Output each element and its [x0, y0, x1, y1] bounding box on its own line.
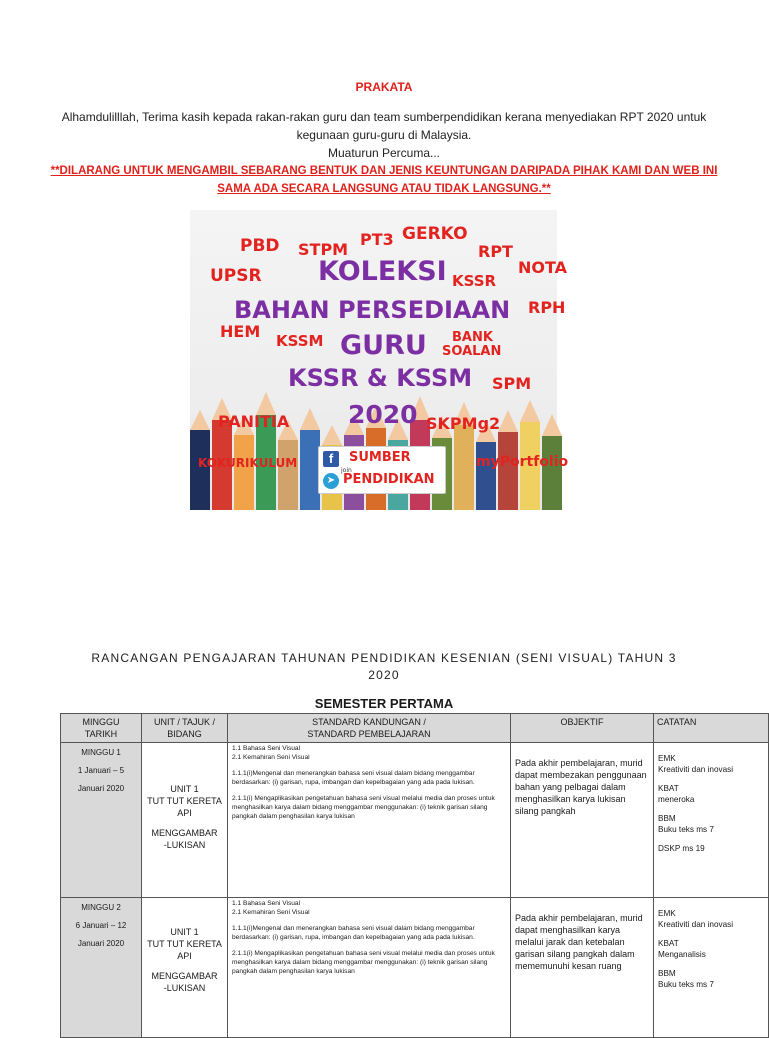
warning-line: **DILARANG UNTUK MENGAMBIL SEBARANG BENTUK DAN JENIS KEUNTUNGAN DARIPADA PIHAK KAMI DAN WEB INI: [50, 165, 718, 177]
bidang-line: MENGGAMBAR: [151, 971, 218, 981]
unit-label: UNIT 1: [170, 784, 199, 794]
cell-unit: [142, 743, 228, 898]
sp-text: 2.1.1(i) Mengaplikasikan pengetahuan bahasa seni visual melalui media dan proses untuk menghasilkan karya dalam bidang menggambar menggunakan: (i) teknik garisan silang pangkah dalam penghasilan karya lukisan: [232, 795, 495, 820]
bidang-line: MENGGAMBAR: [151, 828, 218, 838]
intro-line: Muaturun Percuma...: [327, 146, 441, 160]
banner-word-rph: RPH: [528, 298, 566, 317]
date-line: 1 Januari – 5: [77, 766, 125, 775]
col-header-minggu: [61, 714, 142, 743]
sk-line: 2.1 Kemahiran Seni Visual: [232, 908, 310, 916]
tajuk-line: API: [177, 951, 192, 961]
bidang-line: -LUKISAN: [163, 983, 206, 993]
sk-line: 1.1 Bahasa Seni Visual: [232, 900, 301, 907]
kbat-label: KBAT: [658, 939, 679, 948]
banner-word-stpm: STPM: [298, 240, 349, 259]
cell-minggu: [61, 743, 142, 898]
telegram-icon: ➤: [323, 473, 339, 489]
week-label: MINGGU 2: [81, 903, 121, 912]
banner-word-gerko: GERKO: [402, 224, 468, 244]
banner-word-2020: 2020: [348, 400, 418, 429]
cell-standard: [228, 743, 511, 898]
date-line: 6 Januari – 12: [75, 921, 127, 930]
sk-line: 1.1 Bahasa Seni Visual: [232, 745, 301, 752]
banner-word-myportfolio: myPortfolio: [476, 454, 569, 470]
date-line: Januari 2020: [77, 784, 125, 793]
table-header-row: [61, 714, 769, 743]
tajuk-line: API: [177, 808, 192, 818]
banner-word-kssm: KSSM: [276, 332, 324, 350]
col-header-objektif: OBJEKTIF: [511, 714, 654, 743]
unit-label: UNIT 1: [170, 927, 199, 937]
badge-line-2: PENDIDIKAN: [343, 472, 435, 487]
dskp-ref: DSKP ms 19: [658, 844, 705, 853]
col-header-catatan: CATATAN: [654, 714, 769, 743]
sp-text: 1.1.1(i)Mengenal dan menerangkan bahasa seni visual dalam bidang menggambar berdasarkan: (i) garisan, rupa, imbangan dan kepelbagaian yang ada pada lukisan.: [232, 770, 475, 786]
week-label: MINGGU 1: [81, 748, 121, 757]
intro-paragraph: [40, 108, 728, 162]
banner-word-upsr: UPSR: [210, 266, 262, 286]
table-row: [61, 743, 769, 898]
header-line: MINGGU: [82, 717, 120, 727]
kbat-value: meneroka: [658, 795, 695, 804]
date-line: Januari 2020: [77, 939, 125, 948]
header-line: STANDARD PEMBELAJARAN: [307, 729, 431, 739]
document-title-line: RANCANGAN PENGAJARAN TAHUNAN PENDIDIKAN KESENIAN (SENI VISUAL) TAHUN 3: [91, 651, 677, 665]
document-title-line: 2020: [368, 668, 400, 682]
tajuk-line: TUT TUT KERETA: [147, 796, 222, 806]
cell-objektif: Pada akhir pembelajaran, murid dapat membezakan penggunaan bahan yang pelbagai dalam menghasilkan karya lukisan silang pangkah: [511, 743, 654, 898]
emk-label: EMK: [658, 909, 676, 918]
header-line: UNIT / TAJUK /: [153, 717, 215, 727]
banner-word-guru: GURU: [340, 330, 427, 361]
badge-line-1: SUMBER: [349, 450, 411, 465]
promo-banner: [190, 210, 569, 510]
document-title: [40, 650, 728, 684]
col-header-standard: [228, 714, 511, 743]
banner-word-hem: HEM: [220, 322, 261, 341]
banner-word-soalan: SOALAN: [442, 344, 502, 359]
rpt-table: [60, 713, 769, 1038]
kbat-label: KBAT: [658, 784, 679, 793]
intro-line: Alhamdulilllah, Terima kasih kepada rakan-rakan guru dan team sumberpendidikan kerana menyediakan RPT 2020 untuk: [61, 110, 707, 124]
bbm-value: Buku teks ms 7: [658, 980, 714, 989]
cell-standard: [228, 898, 511, 1038]
banner-word-koleksi: KOLEKSI: [318, 256, 447, 287]
banner-word-kokurikulum: KOKURIKULUM: [198, 456, 298, 470]
page-heading: PRAKATA: [355, 80, 413, 94]
banner-word-rpt: RPT: [478, 242, 513, 261]
banner-word-pbd: PBD: [240, 236, 280, 256]
badge-join-text: join: [341, 467, 352, 474]
cell-unit: [142, 898, 228, 1038]
emk-value: Kreativiti dan inovasi: [658, 765, 734, 774]
banner-word-bahan-persediaan: BAHAN PERSEDIAAN: [234, 296, 511, 324]
banner-word-kssr-kssm: KSSR & KSSM: [288, 364, 473, 392]
bidang-line: -LUKISAN: [163, 840, 206, 850]
banner-word-nota: NOTA: [518, 258, 568, 277]
intro-line: kegunaan guru-guru di Malaysia.: [296, 128, 472, 142]
warning-notice: [40, 162, 728, 198]
bbm-label: BBM: [658, 814, 676, 823]
cell-catatan: [654, 743, 769, 898]
emk-value: Kreativiti dan inovasi: [658, 920, 734, 929]
cell-objektif: Pada akhir pembelajaran, murid dapat menghasilkan karya melalui jarak dan ketebalan garisan silang pangkah dalam mememunuhi kesan ruang: [511, 898, 654, 1038]
warning-line: SAMA ADA SECARA LANGSUNG ATAU TIDAK LANGSUNG.**: [217, 183, 551, 195]
bbm-value: Buku teks ms 7: [658, 825, 714, 834]
bbm-label: BBM: [658, 969, 676, 978]
header-line: STANDARD KANDUNGAN /: [312, 717, 426, 727]
col-header-unit: [142, 714, 228, 743]
banner-word-pt3: PT3: [360, 230, 394, 249]
kbat-value: Menganalisis: [658, 950, 706, 959]
semester-heading: SEMESTER PERTAMA: [314, 696, 454, 711]
banner-word-kssr: KSSR: [452, 272, 497, 290]
cell-minggu: [61, 898, 142, 1038]
sp-text: 1.1.1(i)Mengenal dan menerangkan bahasa seni visual dalam bidang menggambar berdasarkan: (i) garisan, rupa, imbangan dan kepelbagaian yang ada pada lukisan.: [232, 925, 475, 941]
banner-word-skpmg2: SKPMg2: [426, 414, 501, 433]
header-line: BIDANG: [167, 729, 202, 739]
header-line: TARIKH: [84, 729, 118, 739]
tajuk-line: TUT TUT KERETA: [147, 939, 222, 949]
cell-catatan: [654, 898, 769, 1038]
banner-word-bank: BANK: [452, 330, 493, 345]
table-row: [61, 898, 769, 1038]
sk-line: 2.1 Kemahiran Seni Visual: [232, 753, 310, 761]
sp-text: 2.1.1(i) Mengaplikasikan pengetahuan bahasa seni visual melalui media dan proses untuk menghasilkan karya dalam bidang menggambar menggunakan: (i) teknik garisan silang pangkah dalam penghasilan karya lukisan: [232, 950, 495, 975]
sumber-pendidikan-badge: [318, 446, 446, 494]
emk-label: EMK: [658, 754, 676, 763]
facebook-icon: f: [323, 451, 339, 467]
banner-word-panitia: PANITIA: [218, 412, 290, 431]
banner-word-spm: SPM: [492, 374, 532, 393]
